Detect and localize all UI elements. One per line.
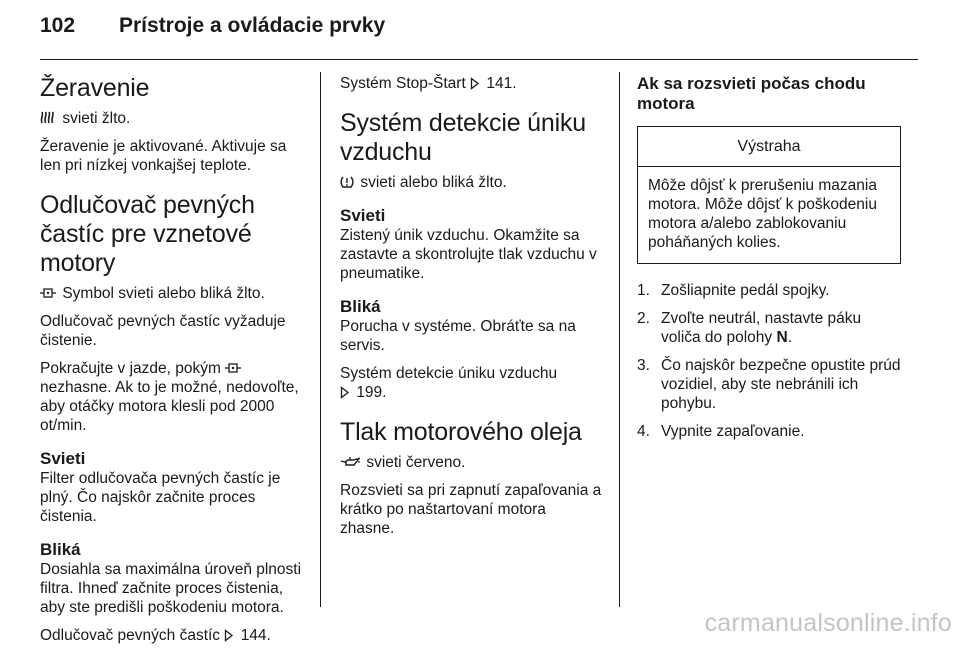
column-1 <box>40 74 304 654</box>
dpf-text-2 <box>40 359 304 435</box>
column-divider-left <box>320 72 321 607</box>
warning-box <box>637 126 901 264</box>
step-text-end: . <box>787 329 792 346</box>
dpf-reference-text: Odlučovač pevných častíc <box>40 627 221 644</box>
tpms-title: Systém detekcie úniku vzduchu <box>340 109 586 166</box>
step-text: Zošliapnite pedál spojky. <box>661 282 830 299</box>
running-title: Prístroje a ovládacie prvky <box>119 14 386 37</box>
stop-start-reference[interactable] <box>340 74 604 93</box>
dpf-reference-page: 144. <box>240 627 271 644</box>
dpf-text-1: Odlučovač pevných častíc vyžaduje čistenie. <box>40 313 286 349</box>
warning-title: Výstraha <box>638 127 900 167</box>
glow-plug-icon <box>40 111 56 125</box>
step-number: 3. <box>637 357 650 374</box>
list-item <box>637 309 901 347</box>
page-reference-arrow-icon <box>224 629 234 642</box>
warning-text: Môže dôjsť k prerušeniu mazania motora. Môže dôjsť k poškodeniu motora a/alebo zablokovaniu poháňaných kolies. <box>648 177 877 251</box>
oil-pressure-text: Rozsvieti sa pri zapnutí zapaľovania a krátko po naštartovaní motora zhasne. <box>340 482 602 537</box>
dpf-page-reference[interactable] <box>40 626 304 645</box>
step-number: 1. <box>637 282 650 299</box>
header-rule <box>40 59 918 60</box>
tpms-page-reference[interactable] <box>340 364 604 402</box>
page-reference-arrow-icon <box>340 386 350 399</box>
step-text: Zvoľte neutrál, nastavte páku voliča do polohy <box>661 310 862 346</box>
dpf-blink-heading: Bliká <box>40 540 81 559</box>
dpf-status-text: Symbol svieti alebo bliká žlto. <box>62 285 265 302</box>
oil-pressure-status-text: svieti červeno. <box>366 454 466 471</box>
step-number: 2. <box>637 310 650 327</box>
column-3 <box>637 74 901 450</box>
oil-pressure-title: Tlak motorového oleja <box>340 418 582 446</box>
stop-start-reference-text: Systém Stop-Štart <box>340 75 466 92</box>
running-engine-heading: Ak sa rozsvieti počas chodu motora <box>637 74 866 113</box>
list-item <box>637 281 901 300</box>
stop-start-reference-page: 141. <box>486 75 517 92</box>
page-number: 102 <box>40 14 76 37</box>
dpf-text-2b: nezhasne. Ak to je možné, nedovoľte, aby otáčky motora klesli pod 2000 ot/min. <box>40 379 299 434</box>
list-item <box>637 422 901 441</box>
oil-pressure-status <box>340 453 604 472</box>
tpms-reference-page: 199. <box>356 384 387 401</box>
tire-pressure-icon <box>340 175 354 189</box>
glow-plug-status-text: svieti žlto. <box>62 110 131 127</box>
page-header <box>40 14 920 48</box>
tpms-reference-text: Systém detekcie úniku vzduchu <box>340 365 558 382</box>
list-item <box>637 356 901 413</box>
oil-can-icon <box>340 457 360 469</box>
step-number: 4. <box>637 423 650 440</box>
tpms-status-text: svieti alebo bliká žlto. <box>360 174 507 191</box>
tpms-lit-text: Zistený únik vzduchu. Okamžite sa zastavte a skontrolujte tlak vzduchu v pneumatike. <box>340 227 597 282</box>
dpf-blink-text: Dosiahla sa maximálna úroveň plnosti filtra. Ihneď začnite proces čistenia, aby ste predišli poškodeniu motora. <box>40 561 302 616</box>
dpf-text-2a: Pokračujte v jazde, pokým <box>40 360 221 377</box>
steps-list <box>637 281 901 441</box>
glow-plug-title: Žeravenie <box>40 74 150 102</box>
watermark: carmanualsonline.info <box>704 609 952 637</box>
diesel-particulate-filter-icon <box>40 286 56 300</box>
column-divider-right <box>619 72 620 607</box>
diesel-particulate-filter-icon <box>225 361 241 375</box>
glow-plug-status <box>40 109 304 128</box>
tpms-blink-heading: Bliká <box>340 297 381 316</box>
tpms-status <box>340 173 604 192</box>
glow-plug-text: Žeravenie je aktivované. Aktivuje sa len pri nízkej vonkajšej teplote. <box>40 138 287 174</box>
tpms-blink-text: Porucha v systéme. Obráťte sa na servis. <box>340 318 576 354</box>
dpf-lit-heading: Svieti <box>40 449 86 468</box>
step-text: Čo najskôr bezpečne opustite prúd vozidiel, aby ste nebránili ich pohybu. <box>661 357 901 412</box>
page-reference-arrow-icon <box>470 77 480 90</box>
step-gear-position: N <box>776 329 788 346</box>
tpms-lit-heading: Svieti <box>340 206 386 225</box>
column-2 <box>340 74 604 547</box>
step-text: Vypnite zapaľovanie. <box>661 423 805 440</box>
dpf-status <box>40 284 304 303</box>
dpf-lit-text: Filter odlučovača pevných častíc je plný. Čo najskôr začnite proces čistenia. <box>40 470 281 525</box>
dpf-title: Odlučovač pevných častíc pre vznetové motory <box>40 191 255 277</box>
